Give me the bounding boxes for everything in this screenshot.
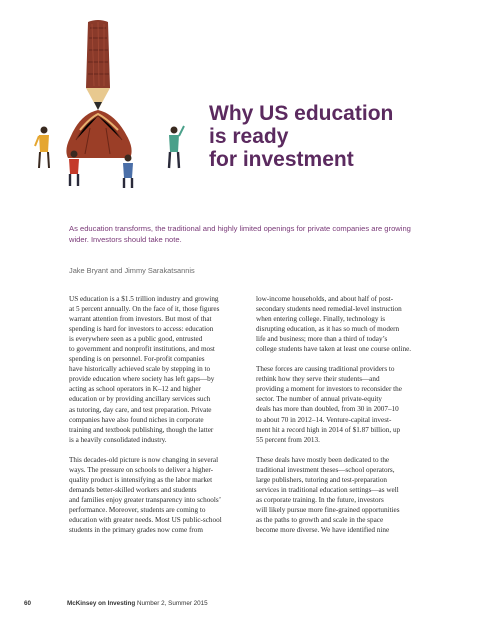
dek-line: wider. Investors should take note. [69, 235, 182, 244]
text-line: ment hit a record high in 2014 of $1.87 billion, up [256, 425, 401, 434]
text-line: rethink how they serve their students—and [256, 375, 380, 384]
person-icon [35, 127, 49, 169]
text-line: performance. Moreover, students are coming to [69, 505, 206, 514]
text-line: college students have taken at least one course online. [256, 345, 412, 354]
text-line: 55 percent from 2013. [256, 435, 320, 444]
pencil-icon [66, 20, 131, 158]
text-line: providing a moment for investors to reconsider the [256, 385, 402, 394]
text-line: and families enjoy greater transparency into schools’ [69, 495, 222, 504]
text-line: to government and nonprofit institutions, and most [69, 345, 215, 354]
text-line: students in the primary grades now come from [69, 526, 203, 535]
text-line: acting as school operators in K–12 and higher [69, 385, 201, 394]
person-icon [169, 126, 184, 168]
body-column-right [256, 294, 436, 535]
text-line: as corporate training. In the future, investors [256, 495, 384, 504]
text-line: is everywhere seen as a public good, entrusted [69, 335, 203, 344]
pencil-stump-illustration [30, 18, 200, 188]
text-line: education or by providing ancillary services such [69, 395, 211, 404]
text-line: secondary students need remedial-level instruction [256, 305, 402, 314]
text-line: ways. The pressure on schools to deliver a higher- [69, 465, 214, 474]
text-line: training and textbook publishing, though the latter [69, 425, 214, 434]
text-line: spending is hard for investors to access: education [69, 325, 214, 334]
text-line: education with greater needs. Most US public-school [69, 515, 222, 524]
issue-info: Number 2, Summer 2015 [135, 600, 208, 607]
text-line: provide education where society has left gaps—by [69, 375, 215, 384]
title-line: is ready [209, 125, 289, 149]
journal-name: McKinsey on Investing [67, 600, 136, 607]
paragraph [256, 455, 436, 535]
text-line: These forces are causing traditional providers to [256, 365, 395, 374]
article-title [209, 102, 449, 171]
text-line: services in traditional education settings—as well [256, 485, 399, 494]
text-line: demands better-skilled workers and students [69, 485, 197, 494]
byline: Jake Bryant and Jimmy Sarakatsannis [69, 266, 195, 275]
text-line: as the paths to growth and scale in the space [256, 515, 384, 524]
person-icon [123, 155, 133, 189]
page-number: 60 [24, 600, 32, 607]
text-line: life and business; more than a third of today’s [256, 335, 388, 344]
text-line: sector. The number of annual private-equity [256, 395, 383, 404]
text-line: companies have also found niches in corporate [69, 415, 204, 424]
paragraph [256, 364, 436, 444]
title-line: Why US education [209, 102, 394, 126]
title-line: for investment [209, 148, 354, 172]
text-line: deals has more than doubled, from 30 in 2007–10 [256, 405, 399, 414]
text-line: at 5 percent annually. On the face of it, those figures [69, 305, 220, 314]
body-column-left [69, 294, 249, 535]
text-line: spending is on personnel. For-profit companies [69, 355, 205, 364]
paragraph [69, 455, 249, 535]
article-dek [69, 223, 429, 245]
text-line: low-income households, and about half of post- [256, 295, 394, 303]
dek-line: As education transforms, the traditional and highly limited openings for private companies are growing [69, 224, 411, 233]
text-line: as tutoring, day care, and test preparation. Private [69, 405, 212, 414]
paragraph [256, 294, 436, 354]
text-line: US education is a $1.5 trillion industry and growing [69, 295, 219, 303]
text-line: disrupting education, as it has so much of modern [256, 325, 400, 334]
text-line: will likely pursue more fine-grained opportunities [256, 505, 400, 514]
text-line: quality product is intensifying as the labor market [69, 475, 213, 484]
text-line: is a heavily consolidated industry. [69, 435, 167, 444]
text-line: to about 70 in 2012–14. Venture-capital invest- [256, 415, 392, 424]
text-line: These deals have mostly been dedicated to the [256, 455, 390, 464]
text-line: large publishers, tutoring and test-preparation [256, 475, 388, 484]
text-line: when entering college. Finally, technology is [256, 315, 386, 324]
text-line: traditional investment theses—school operators, [256, 465, 395, 474]
text-line: become more diverse. We have identified nine [256, 525, 390, 534]
paragraph [69, 294, 249, 445]
text-line: have historically achieved scale by stepping in to [69, 365, 211, 374]
text-line: warrant attention from investors. But most of that [69, 315, 212, 324]
text-line: This decades-old picture is now changing in several [69, 455, 219, 464]
journal-info [67, 600, 208, 607]
